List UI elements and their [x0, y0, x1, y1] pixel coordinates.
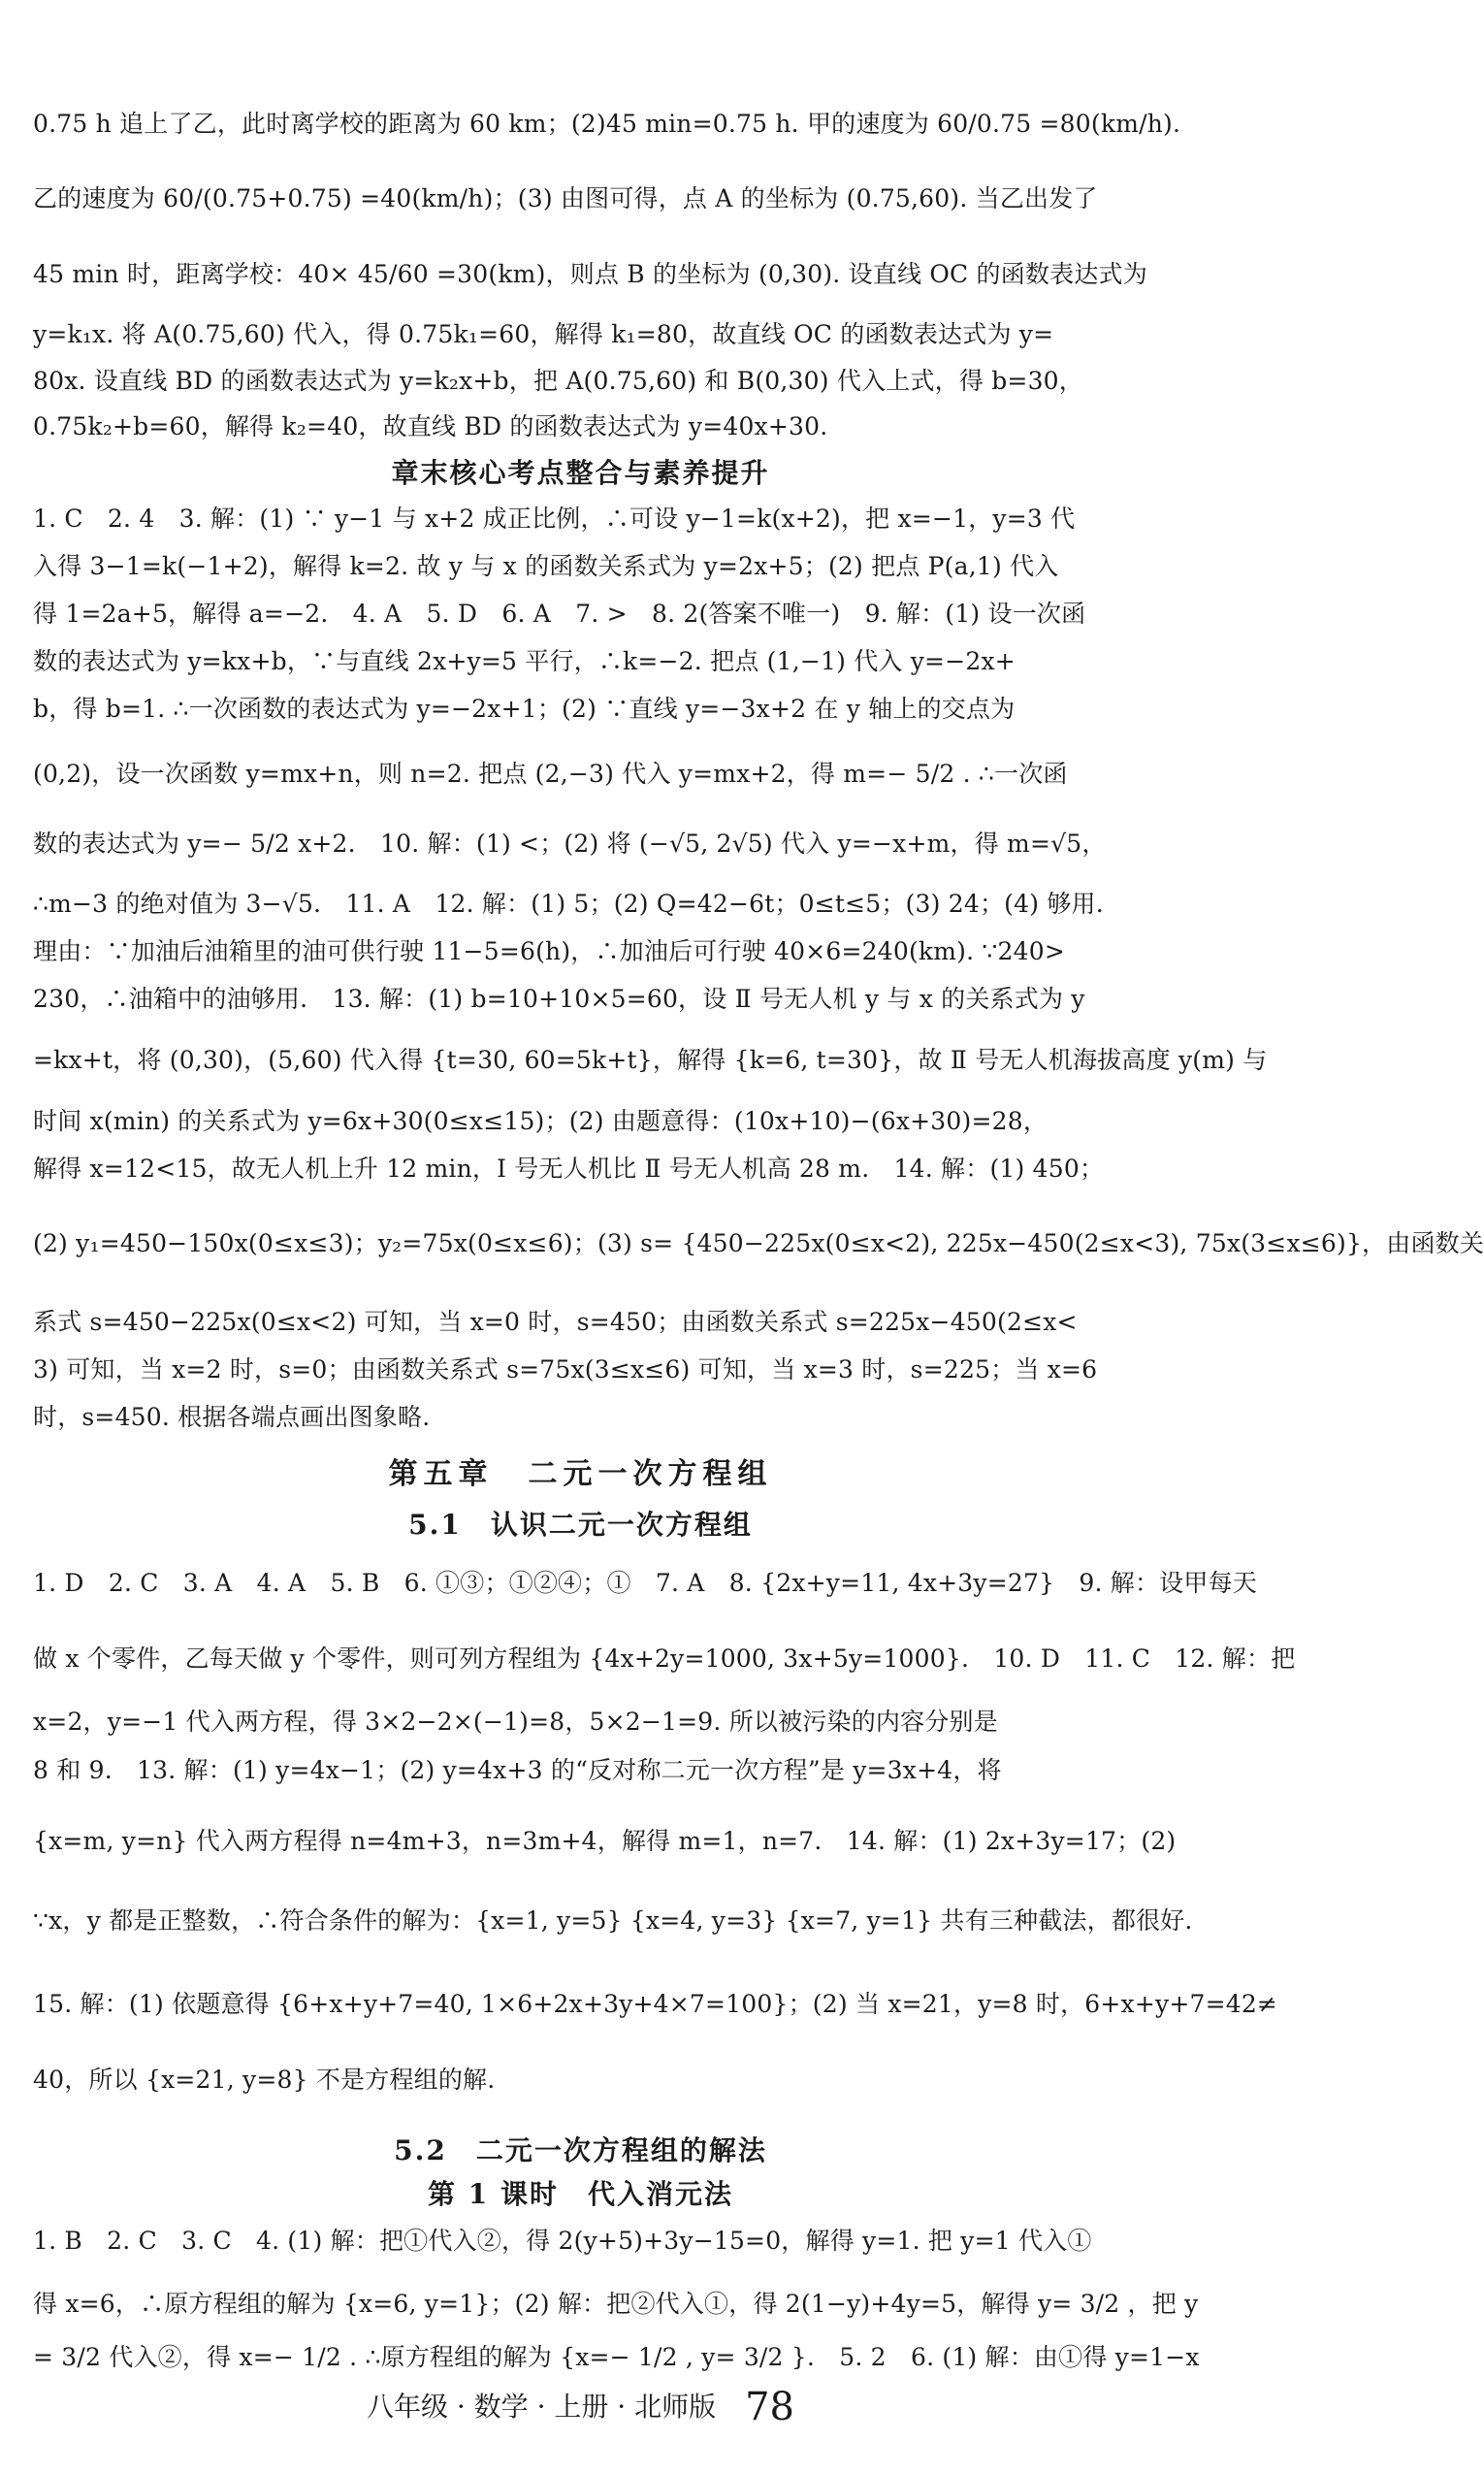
text-line: 做 x 个零件，乙每天做 y 个零件，则可列方程组为 {4x+2y=1000, 3x+5y=1000}. 10. D 11. C 12. 解：把 — [33, 1644, 1296, 1673]
footer-book-info: 八年级 · 数学 · 上册 · 北师版 — [366, 2391, 717, 2423]
text-line: =kx+t，将 (0,30)，(5,60) 代入得 {t=30, 60=5k+t}，解得 {k=6, t=30}，故 Ⅱ 号无人机海拔高度 y(m) 与 — [33, 1046, 1268, 1074]
text-line: 3) 可知，当 x=2 时，s=0；由函数关系式 s=75x(3≤x≤6) 可知，当 x=3 时，s=225；当 x=6 — [33, 1355, 1098, 1383]
text-line: 45 min 时，距离学校：40× 45/60 =30(km)，则点 B 的坐标为 (0,30). 设直线 OC 的函数表达式为 — [33, 260, 1147, 288]
text-line: 得 x=6，∴原方程组的解为 {x=6, y=1}；(2) 解：把②代入①，得 2(1−y)+4y=5，解得 y= 3/2 ，把 y — [33, 2290, 1199, 2318]
text-line: 1. D 2. C 3. A 4. A 5. B 6. ①③；①②④；① 7. A 8. {2x+y=11, 4x+3y=27} 9. 解：设甲每天 — [33, 1569, 1257, 1597]
text-line: (2) y₁=450−150x(0≤x≤3)；y₂=75x(0≤x≤6)；(3) s= {450−225x(0≤x<2), 225x−450(2≤x<3), 75x(3≤x≤6)}，由函数关 — [33, 1229, 1484, 1257]
text-line: 8 和 9. 13. 解：(1) y=4x−1；(2) y=4x+3 的“反对称二元一次方程”是 y=3x+4，将 — [33, 1756, 1002, 1784]
text-line: 入得 3−1=k(−1+2)，解得 k=2. 故 y 与 x 的函数关系式为 y=2x+5；(2) 把点 P(a,1) 代入 — [33, 552, 1059, 580]
text-line: 解得 x=12<15，故无人机上升 12 min，Ⅰ 号无人机比 Ⅱ 号无人机高 28 m. 14. 解：(1) 450； — [33, 1155, 1105, 1183]
chapter-heading: 第五章 二元一次方程组 — [388, 1457, 773, 1491]
text-line: 0.75k₂+b=60，解得 k₂=40，故直线 BD 的函数表达式为 y=40x+30. — [33, 412, 828, 440]
text-line: 1. B 2. C 3. C 4. (1) 解：把①代入②，得 2(y+5)+3y−15=0，解得 y=1. 把 y=1 代入① — [33, 2227, 1092, 2255]
text-line: 15. 解：(1) 依题意得 {6+x+y+7=40, 1×6+2x+3y+4×7=100}；(2) 当 x=21，y=8 时，6+x+y+7=42≠ — [33, 1990, 1278, 2018]
text-line: 40，所以 {x=21, y=8} 不是方程组的解. — [33, 2066, 496, 2094]
text-line: ∵x，y 都是正整数，∴符合条件的解为：{x=1, y=5} {x=4, y=3} {x=7, y=1} 共有三种截法，都很好. — [33, 1906, 1193, 1935]
text-line: 时间 x(min) 的关系式为 y=6x+30(0≤x≤15)；(2) 由题意得：(10x+10)−(6x+30)=28， — [33, 1107, 1048, 1135]
section-heading: 5.2 二元一次方程组的解法 — [394, 2134, 767, 2166]
text-line: x=2，y=−1 代入两方程，得 3×2−2×(−1)=8，5×2−1=9. 所以被污染的内容分别是 — [33, 1708, 998, 1736]
text-line: 230，∴油箱中的油够用. 13. 解：(1) b=10+10×5=60，设 Ⅱ 号无人机 y 与 x 的关系式为 y — [33, 985, 1085, 1013]
text-line: 数的表达式为 y=kx+b，∵与直线 2x+y=5 平行，∴k=−2. 把点 (1,−1) 代入 y=−2x+ — [33, 647, 1016, 675]
text-line: 系式 s=450−225x(0≤x<2) 可知，当 x=0 时，s=450；由函数关系式 s=225x−450(2≤x< — [33, 1308, 1078, 1336]
text-line: 80x. 设直线 BD 的函数表达式为 y=k₂x+b，把 A(0.75,60) 和 B(0,30) 代入上式，得 b=30， — [33, 367, 1083, 395]
text-line: 得 1=2a+5，解得 a=−2. 4. A 5. D 6. A 7. > 8. 2(答案不唯一) 9. 解：(1) 设一次函 — [33, 600, 1086, 628]
text-line: 数的表达式为 y=− 5/2 x+2. 10. 解：(1) <；(2) 将 (−√5, 2√5) 代入 y=−x+m，得 m=√5， — [33, 830, 1107, 858]
text-line: b，得 b=1. ∴一次函数的表达式为 y=−2x+1；(2) ∵直线 y=−3x+2 在 y 轴上的交点为 — [33, 695, 1016, 723]
text-line: {x=m, y=n} 代入两方程得 n=4m+3，n=3m+4，解得 m=1，n=7. 14. 解：(1) 2x+3y=17；(2) — [33, 1827, 1177, 1855]
text-line: (0,2)，设一次函数 y=mx+n，则 n=2. 把点 (2,−3) 代入 y=mx+2，得 m=− 5/2 . ∴一次函 — [33, 760, 1068, 788]
text-line: 乙的速度为 60/(0.75+0.75) =40(km/h)；(3) 由图可得，点 A 的坐标为 (0.75,60). 当乙出发了 — [33, 184, 1098, 212]
subsection-heading: 第 1 课时 代入消元法 — [428, 2178, 733, 2210]
text-line: 理由：∵加油后油箱里的油可供行驶 11−5=6(h)，∴加油后可行驶 40×6=240(km). ∵240> — [33, 937, 1065, 965]
page-number: 78 — [745, 2385, 794, 2429]
section-heading: 章末核心考点整合与素养提升 — [391, 457, 770, 489]
text-line: 时，s=450. 根据各端点画出图象略. — [33, 1403, 431, 1431]
page-footer — [0, 2385, 1161, 2429]
text-line: ∴m−3 的绝对值为 3−√5. 11. A 12. 解：(1) 5；(2) Q=42−6t；0≤t≤5；(3) 24；(4) 够用. — [33, 890, 1104, 918]
text-line: 1. C 2. 4 3. 解：(1) ∵ y−1 与 x+2 成正比例，∴可设 y−1=k(x+2)，把 x=−1，y=3 代 — [33, 505, 1076, 533]
text-line: 0.75 h 追上了乙，此时离学校的距离为 60 km；(2)45 min=0.75 h. 甲的速度为 60/0.75 =80(km/h). — [33, 110, 1181, 138]
text-line: y=k₁x. 将 A(0.75,60) 代入，得 0.75k₁=60，解得 k₁=80，故直线 OC 的函数表达式为 y= — [33, 320, 1054, 348]
section-heading: 5.1 认识二元一次方程组 — [408, 1509, 753, 1541]
text-line: = 3/2 代入②，得 x=− 1/2 . ∴原方程组的解为 {x=− 1/2 , y= 3/2 }. 5. 2 6. (1) 解：由①得 y=1−x — [33, 2343, 1200, 2371]
